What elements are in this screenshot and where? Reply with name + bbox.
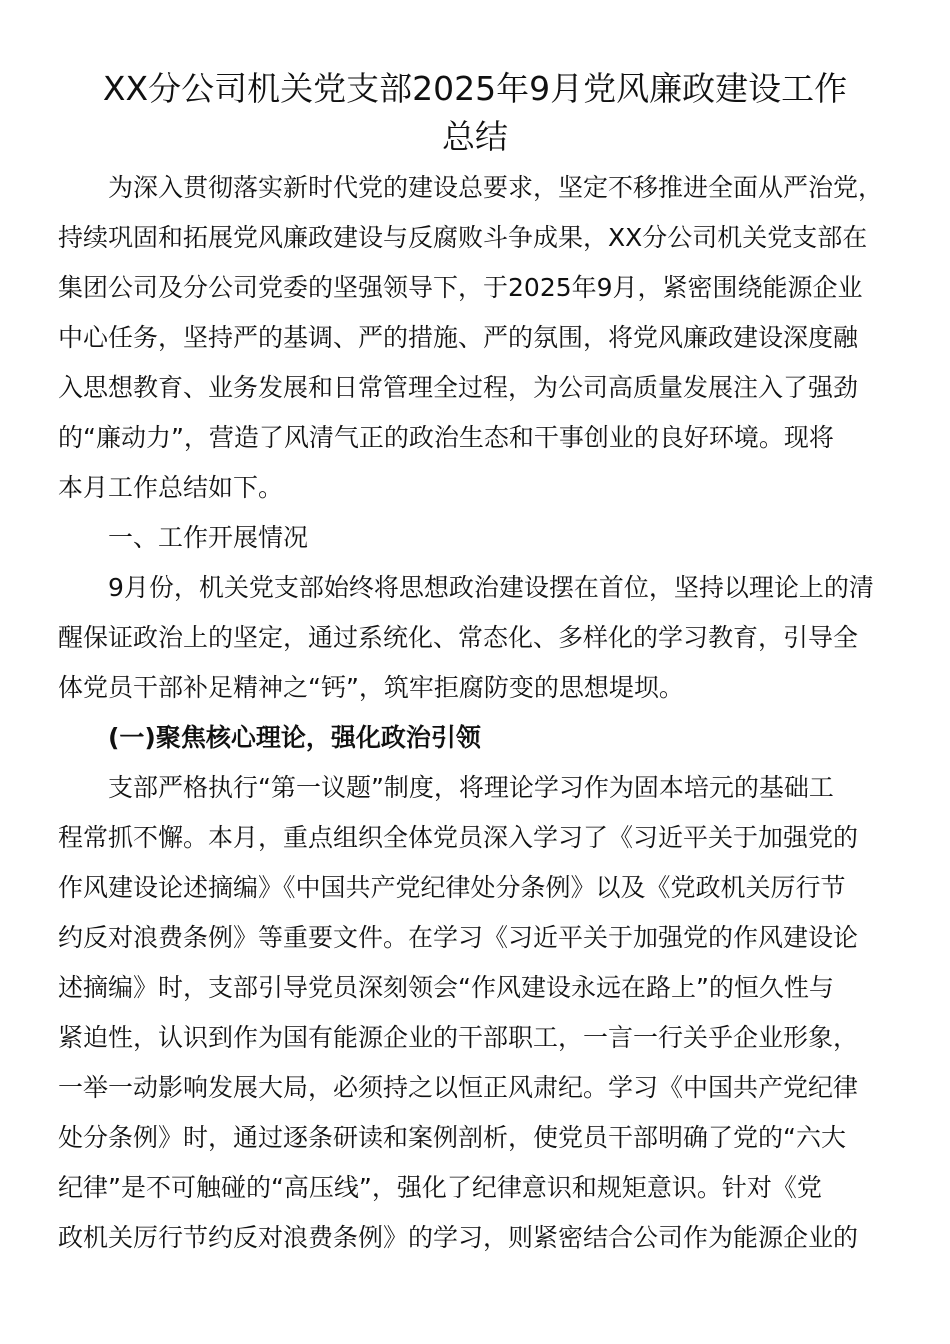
section-heading: 一、工作开展情况 — [108, 523, 309, 552]
subsection-heading: (一)聚焦核心理论，强化政治引领 — [108, 723, 481, 752]
paragraph-line: 紧迫性，认识到作为国有能源企业的干部职工，一言一行关乎企业形象， — [58, 1023, 859, 1052]
paragraph-line: 入思想教育、业务发展和日常管理全过程，为公司高质量发展注入了强劲 — [58, 373, 859, 402]
paragraph-line: 的“廉动力”，营造了风清气正的政治生态和干事创业的良好环境。现将 — [58, 423, 834, 452]
document-title-line-2: 总结 — [442, 117, 508, 156]
paragraph-line: 中心任务，坚持严的基调、严的措施、严的氛围，将党风廉政建设深度融 — [58, 323, 859, 352]
paragraph-line: 一举一动影响发展大局，必须持之以恒正风肃纪。学习《中国共产党纪律 — [58, 1073, 859, 1102]
paragraph-line: 述摘编》时，支部引导党员深刻领会“作风建设永远在路上”的恒久性与 — [58, 973, 834, 1002]
paragraph-line: 9月份，机关党支部始终将思想政治建设摆在首位，坚持以理论上的清 — [108, 573, 874, 602]
paragraph-line: 本月工作总结如下。 — [58, 473, 284, 502]
paragraph-line: 处分条例》时，通过逐条研读和案例剖析，使党员干部明确了党的“六大 — [58, 1123, 846, 1152]
document-title-line-1: XX分公司机关党支部2025年9月党风廉政建设工作 — [102, 69, 848, 108]
paragraph-line: 约反对浪费条例》等重要文件。在学习《习近平关于加强党的作风建设论 — [58, 923, 859, 952]
paragraph-line: 醒保证政治上的坚定，通过系统化、常态化、多样化的学习教育，引导全 — [58, 623, 859, 652]
paragraph-line: 持续巩固和拓展党风廉政建设与反腐败斗争成果，XX分公司机关党支部在 — [58, 223, 868, 252]
paragraph-line: 集团公司及分公司党委的坚强领导下，于2025年9月，紧密围绕能源企业 — [58, 273, 863, 302]
paragraph-line: 体党员干部补足精神之“钙”，筑牢拒腐防变的思想堤坝。 — [58, 673, 684, 702]
paragraph-line: 政机关厉行节约反对浪费条例》的学习，则紧密结合公司作为能源企业的 — [58, 1223, 859, 1252]
paragraph-line: 支部严格执行“第一议题”制度，将理论学习作为固本培元的基础工 — [108, 773, 834, 802]
paragraph-line: 为深入贯彻落实新时代党的建设总要求，坚定不移推进全面从严治党， — [108, 173, 884, 202]
paragraph-line: 纪律”是不可触碰的“高压线”，强化了纪律意识和规矩意识。针对《党 — [58, 1173, 822, 1202]
paragraph-line: 作风建设论述摘编》《中国共产党纪律处分条例》以及《党政机关厉行节 — [58, 873, 846, 902]
paragraph-line: 程常抓不懈。本月，重点组织全体党员深入学习了《习近平关于加强党的 — [58, 823, 859, 852]
